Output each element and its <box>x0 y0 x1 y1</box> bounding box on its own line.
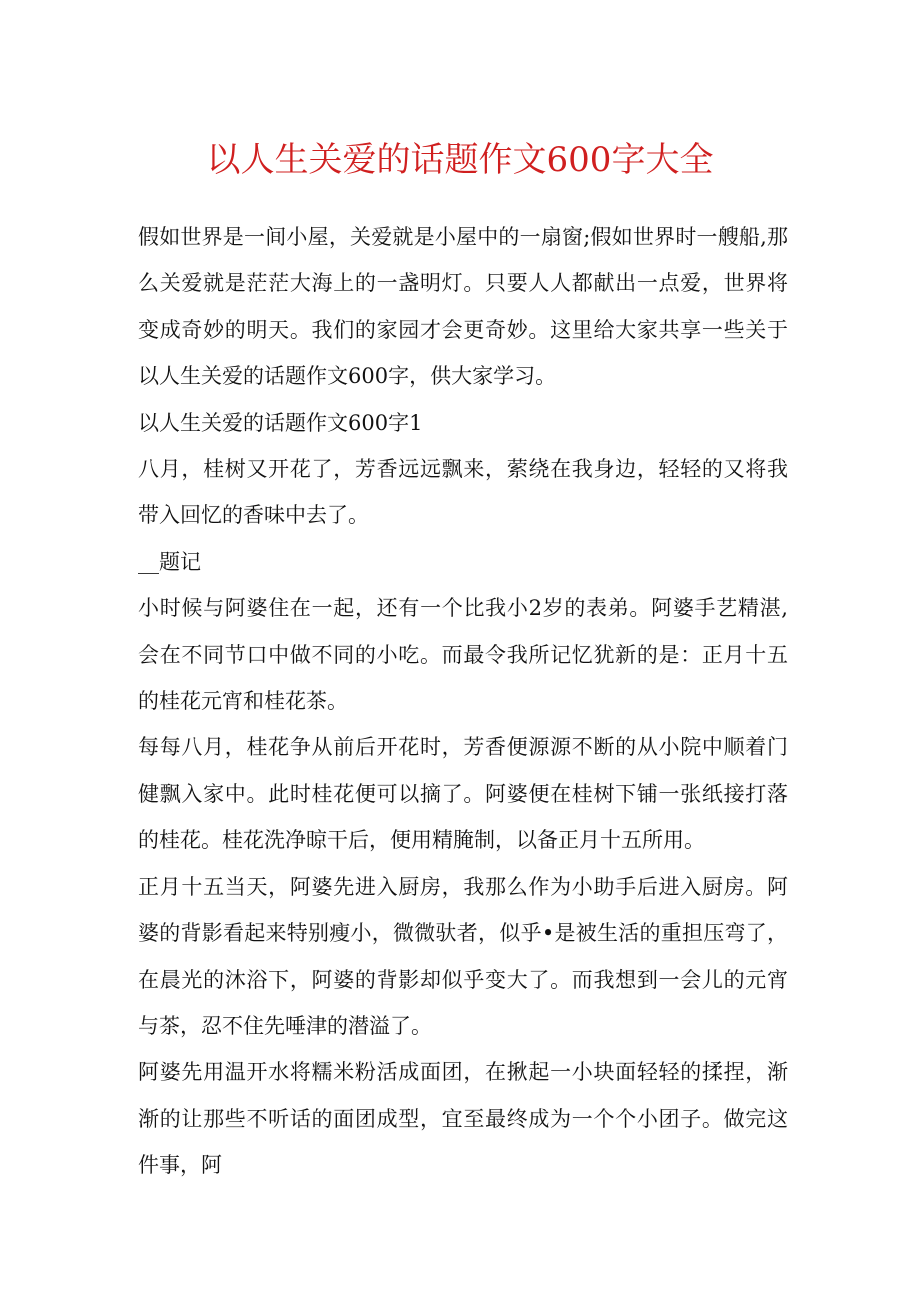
paragraph-intro: 假如世界是一间小屋，关爱就是小屋中的一扇窗;假如世界时一艘船,那么关爱就是茫茫大海上的一盏明灯。只要人人都献出一点爱，世界将变成奇妙的明天。我们的家园才会更奇妙。这里给大家共享一些关于以人生关爱的话题作文600字，供大家学习。 <box>138 225 788 389</box>
paragraph-subtitle: 以人生关爱的话题作文600字1 <box>138 410 423 435</box>
document-body <box>138 214 788 1189</box>
paragraph: 正月十五当天，阿婆先进入厨房，我那么作为小助手后进入厨房。阿婆的背影看起来特别瘦小，微微驮者，似乎•是被生活的重担压弯了，在晨光的沐浴下，阿婆的背影却似乎变大了。而我想到一会儿的元宵与茶，忍不住先唾津的潜溢了。 <box>138 874 788 1038</box>
paragraph: 阿婆先用温开水将糯米粉活成面团，在揪起一小块面轻轻的揉捏，渐渐的让那些不听话的面团成型，宜至最终成为一个个小团子。做完这件事，阿 <box>138 1060 788 1178</box>
paragraph: 每每八月，桂花争从前后开花时，芳香便源源不断的从小院中顺着门健飘入家中。此时桂花便可以摘了。阿婆便在桂树下铺一张纸接打落的桂花。桂花洗净晾干后，便用精腌制，以备正月十五所用。 <box>138 735 788 853</box>
paragraph: 八月，桂树又开花了，芳香远远飘来，萦绕在我身边，轻轻的又将我带入回忆的香味中去了。 <box>138 457 788 528</box>
paragraph-epigraph: __题记 <box>138 549 201 574</box>
paragraph: 小时候与阿婆住在一起，还有一个比我小2岁的表弟。阿婆手艺精湛,会在不同节口中做不同的小吃。而最令我所记忆犹新的是：正月十五的桂花元宵和桂花茶。 <box>138 596 788 714</box>
document-title: 以人生关爱的话题作文600字大全 <box>206 140 714 180</box>
